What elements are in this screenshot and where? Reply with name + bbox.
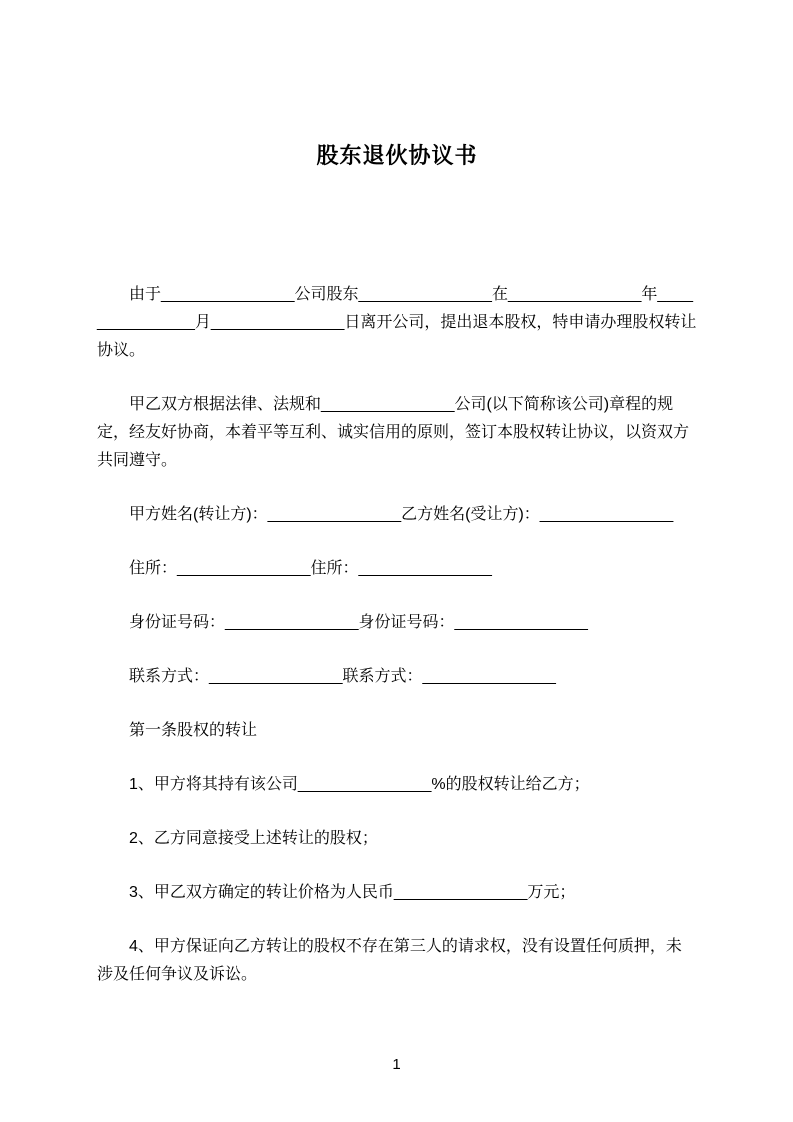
document-body [97,281,697,989]
article-1-item-1: 1、甲方将其持有该公司_______________%的股权转让给乙方； [129,776,590,793]
paragraph-contact-info: 联系方式：_______________联系方式：_______________ [129,668,556,685]
paragraph-party-names: 甲方姓名(转让方)：_______________乙方姓名(受让方)：_______________ [129,506,674,523]
paragraph-intro: 由于_______________公司股东_______________在_______________年_______________月_______________日离开公司，提出退本股权，特申请办理股权转让协议。 [97,286,697,359]
paragraph-addresses: 住所：_______________住所：_______________ [129,560,492,577]
article-1-heading: 第一条股权的转让 [129,722,258,739]
article-1-item-4: 4、甲方保证向乙方转让的股权不存在第三人的请求权，没有设置任何质押，未涉及任何争议及诉讼。 [97,938,682,983]
article-1-item-2: 2、乙方同意接受上述转让的股权； [129,830,378,847]
article-1-item-3: 3、甲乙双方确定的转让价格为人民币_______________万元； [129,884,576,901]
document-title: 股东退伙协议书 [316,143,478,168]
page-number: 1 [392,1056,401,1073]
paragraph-legal-basis: 甲乙双方根据法律、法规和_______________公司(以下简称该公司)章程的规定，经友好协商，本着平等互利、诚实信用的原则，签订本股权转让协议，以资双方共同遵守。 [97,396,690,469]
paragraph-id-numbers: 身份证号码：_______________身份证号码：_______________ [129,614,588,631]
